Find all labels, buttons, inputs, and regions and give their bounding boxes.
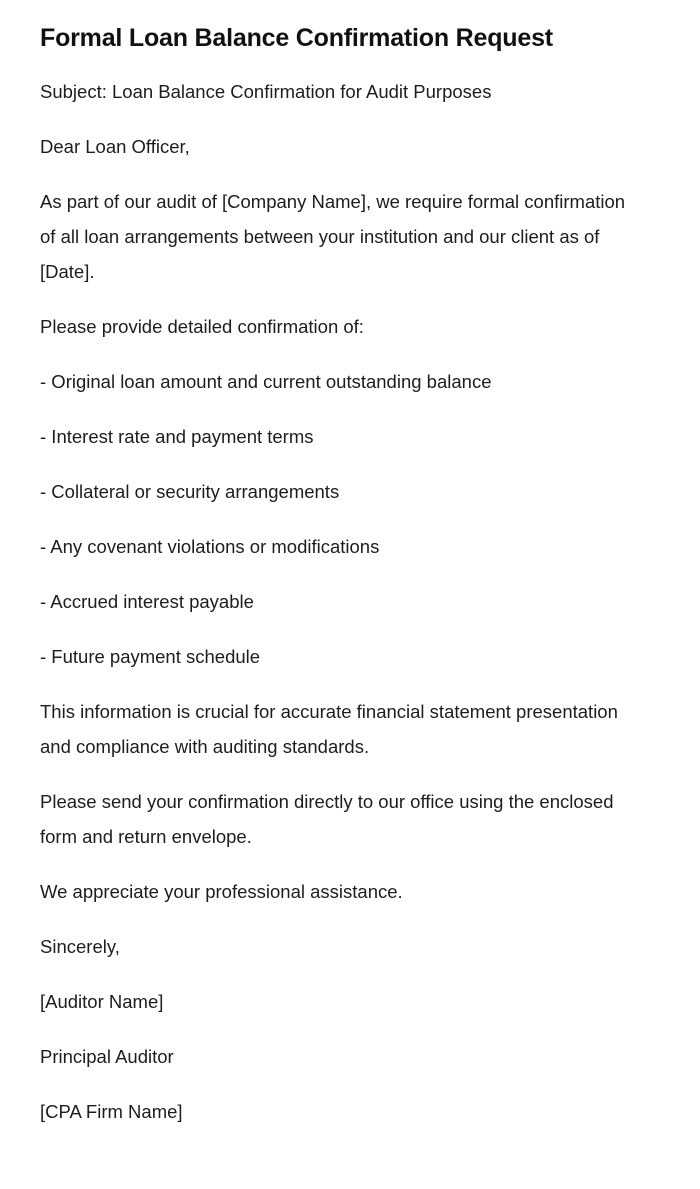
- thanks-paragraph: We appreciate your professional assistance.: [40, 881, 403, 902]
- closing-salutation: Sincerely,: [40, 936, 120, 957]
- intro-paragraph: As part of our audit of [Company Name], we require formal confirmation of all loan arrangements between your institution and our client as of [Date].: [40, 191, 626, 282]
- list-item: - Any covenant violations or modifications: [40, 536, 380, 557]
- request-lead-in: Please provide detailed confirmation of:: [40, 316, 364, 337]
- list-item: - Original loan amount and current outstanding balance: [40, 371, 492, 392]
- subject-line: Subject: Loan Balance Confirmation for Audit Purposes: [40, 81, 492, 102]
- signature-firm: [CPA Firm Name]: [40, 1101, 183, 1122]
- purpose-paragraph: This information is crucial for accurate financial statement presentation and compliance with auditing standards.: [40, 701, 618, 757]
- signature-title: Principal Auditor: [40, 1046, 174, 1067]
- signature-name: [Auditor Name]: [40, 991, 164, 1012]
- list-item: - Accrued interest payable: [40, 591, 254, 612]
- list-item: - Interest rate and payment terms: [40, 426, 314, 447]
- instruction-paragraph: Please send your confirmation directly to our office using the enclosed form and return envelope.: [40, 791, 614, 847]
- list-item: - Collateral or security arrangements: [40, 481, 340, 502]
- salutation: Dear Loan Officer,: [40, 136, 190, 157]
- page-title: Formal Loan Balance Confirmation Request: [40, 24, 553, 52]
- list-item: - Future payment schedule: [40, 646, 261, 667]
- request-items-list: [40, 364, 660, 674]
